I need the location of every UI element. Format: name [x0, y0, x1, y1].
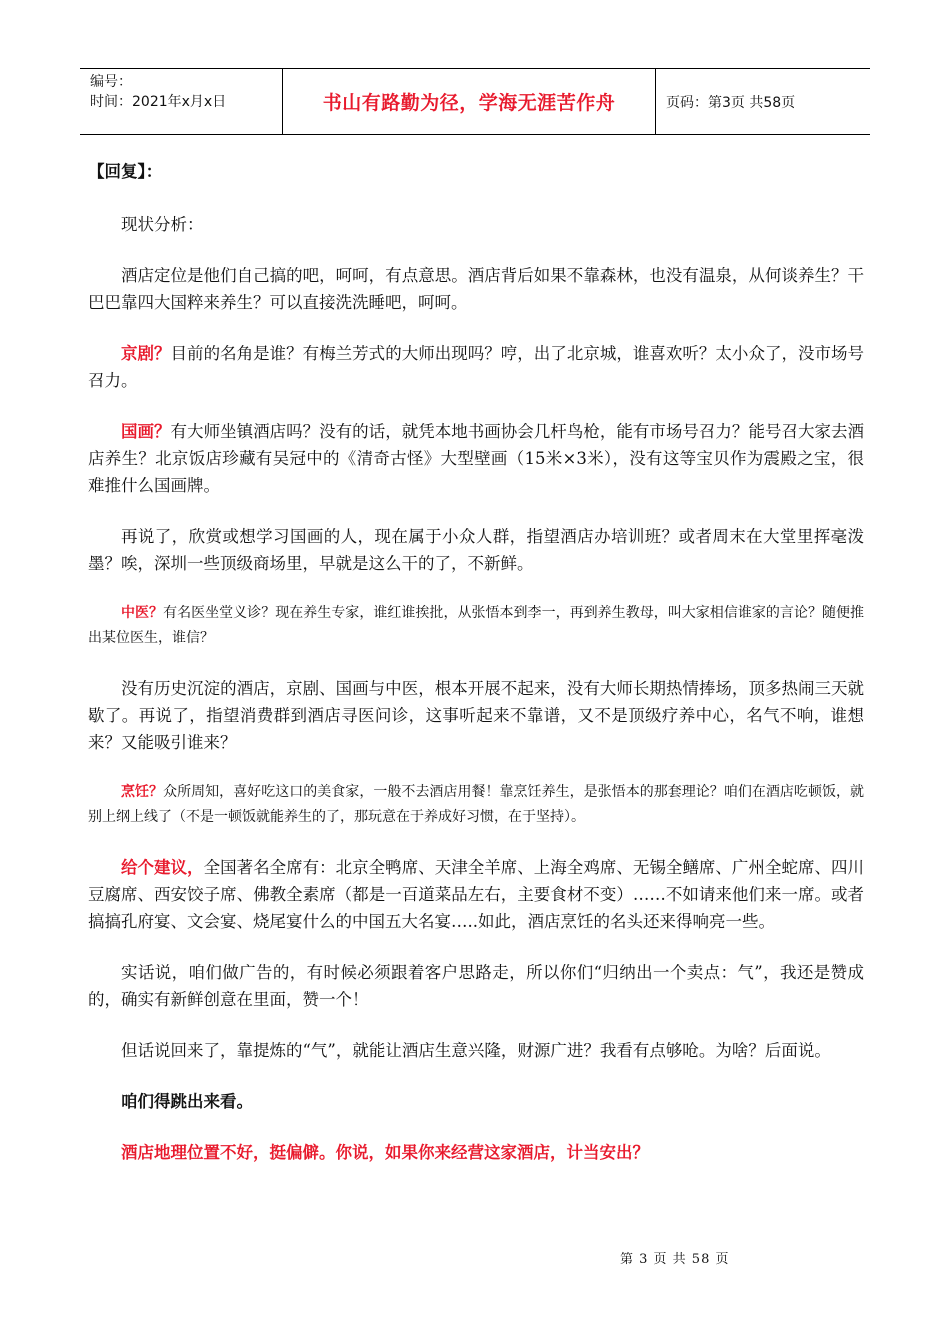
page-footer: 第 3 页 共 58 页 [620, 1252, 730, 1267]
header-page-info: 页码：第3页 共58页 [666, 94, 796, 111]
paragraph-7-text: 众所周知，喜好吃这口的美食家，一般不去酒店用餐！靠烹饪养生，是张悟本的那套理论？咱们在酒店吃顿饭，就别上纲上线了（不是一顿饭就能养生的了，那玩意在于养成好习惯，在于坚持）。 [88, 784, 865, 825]
paragraph-2-lead: 京剧？ [121, 344, 171, 363]
paragraph-8-lead: 给个建议， [121, 858, 204, 877]
paragraph-5-lead: 中医？ [121, 605, 164, 621]
paragraph-3-lead: 国画？ [121, 422, 171, 441]
document-body [88, 158, 864, 1190]
paragraph-10: 但话说回来了，靠提炼的“气”，就能让酒店生意兴隆，财源广进？我看有点够呛。为啥？后面说。 [121, 1041, 831, 1060]
time-label: 时间：2021年x月x日 [90, 94, 227, 110]
paragraph-11: 咱们得跳出来看。 [121, 1092, 253, 1111]
header-motto: 书山有路勤为径，学海无涯苦作舟 [282, 69, 656, 134]
paragraph-1: 酒店定位是他们自己搞的吧，呵呵，有点意思。酒店背后如果不靠森林，也没有温泉，从何谈养生？干巴巴靠四大国粹来养生？可以直接洗洗睡吧，呵呵。 [88, 266, 864, 312]
paragraph-8 [88, 854, 864, 935]
number-label: 编号： [90, 74, 132, 90]
paragraph-8-text: 全国著名全席有：北京全鸭席、天津全羊席、上海全鸡席、无锡全鳝席、广州全蛇席、四川豆腐席、西安饺子席、佛教全素席（都是一百道菜品左右，主要食材不变）……不如请来他们来一席。或者搞搞孔府宴、文会宴、烧尾宴什么的中国五大名宴…..如此，酒店烹饪的名头还来得响亮一些。 [88, 858, 865, 931]
paragraph-3-text: 有大师坐镇酒店吗？没有的话，就凭本地书画协会几杆鸟枪，能有市场号召力？能号召大家去酒店养生？北京饭店珍藏有吴冠中的《清奇古怪》大型壁画（15米×3米），没有这等宝贝作为震殿之宝，很难推什么国画牌。 [88, 422, 865, 495]
page-header [80, 68, 870, 135]
paragraph-2-text: 目前的名角是谁？有梅兰芳式的大师出现吗？哼，出了北京城，谁喜欢听？太小众了，没市场号召力。 [88, 344, 865, 390]
paragraph-6: 没有历史沉淀的酒店，京剧、国画与中医，根本开展不起来，没有大师长期热情捧场，顶多热闹三天就歇了。再说了，指望消费群到酒店寻医问诊，这事听起来不靠谱，又不是顶级疗养中心，名气不响，谁想来？又能吸引谁来？ [88, 679, 864, 752]
paragraph-7 [88, 780, 864, 830]
paragraph-4: 再说了，欣赏或想学习国画的人，现在属于小众人群，指望酒店办培训班？或者周末在大堂里挥毫泼墨？唉，深圳一些顶级商场里，早就是这么干的了，不新鲜。 [88, 527, 864, 573]
paragraph-3 [88, 418, 864, 499]
paragraph-2 [88, 340, 864, 394]
status-analysis-label: 现状分析： [121, 215, 204, 234]
header-meta [80, 69, 282, 134]
paragraph-12: 酒店地理位置不好，挺偏僻。你说，如果你来经营这家酒店，计当安出？ [121, 1143, 649, 1162]
paragraph-9: 实话说，咱们做广告的，有时候必须跟着客户思路走，所以你们“归纳出一个卖点：气”，我还是赞成的，确实有新鲜创意在里面，赞一个！ [88, 963, 864, 1009]
paragraph-5-text: 有名医坐堂义诊？现在养生专家，谁红谁挨批，从张悟本到李一，再到养生教母，叫大家相信谁家的言论？随便推出某位医生，谁信？ [88, 605, 865, 646]
paragraph-7-lead: 烹饪？ [121, 784, 164, 800]
reply-heading: 【回复】： [88, 162, 163, 181]
paragraph-5 [88, 601, 864, 651]
